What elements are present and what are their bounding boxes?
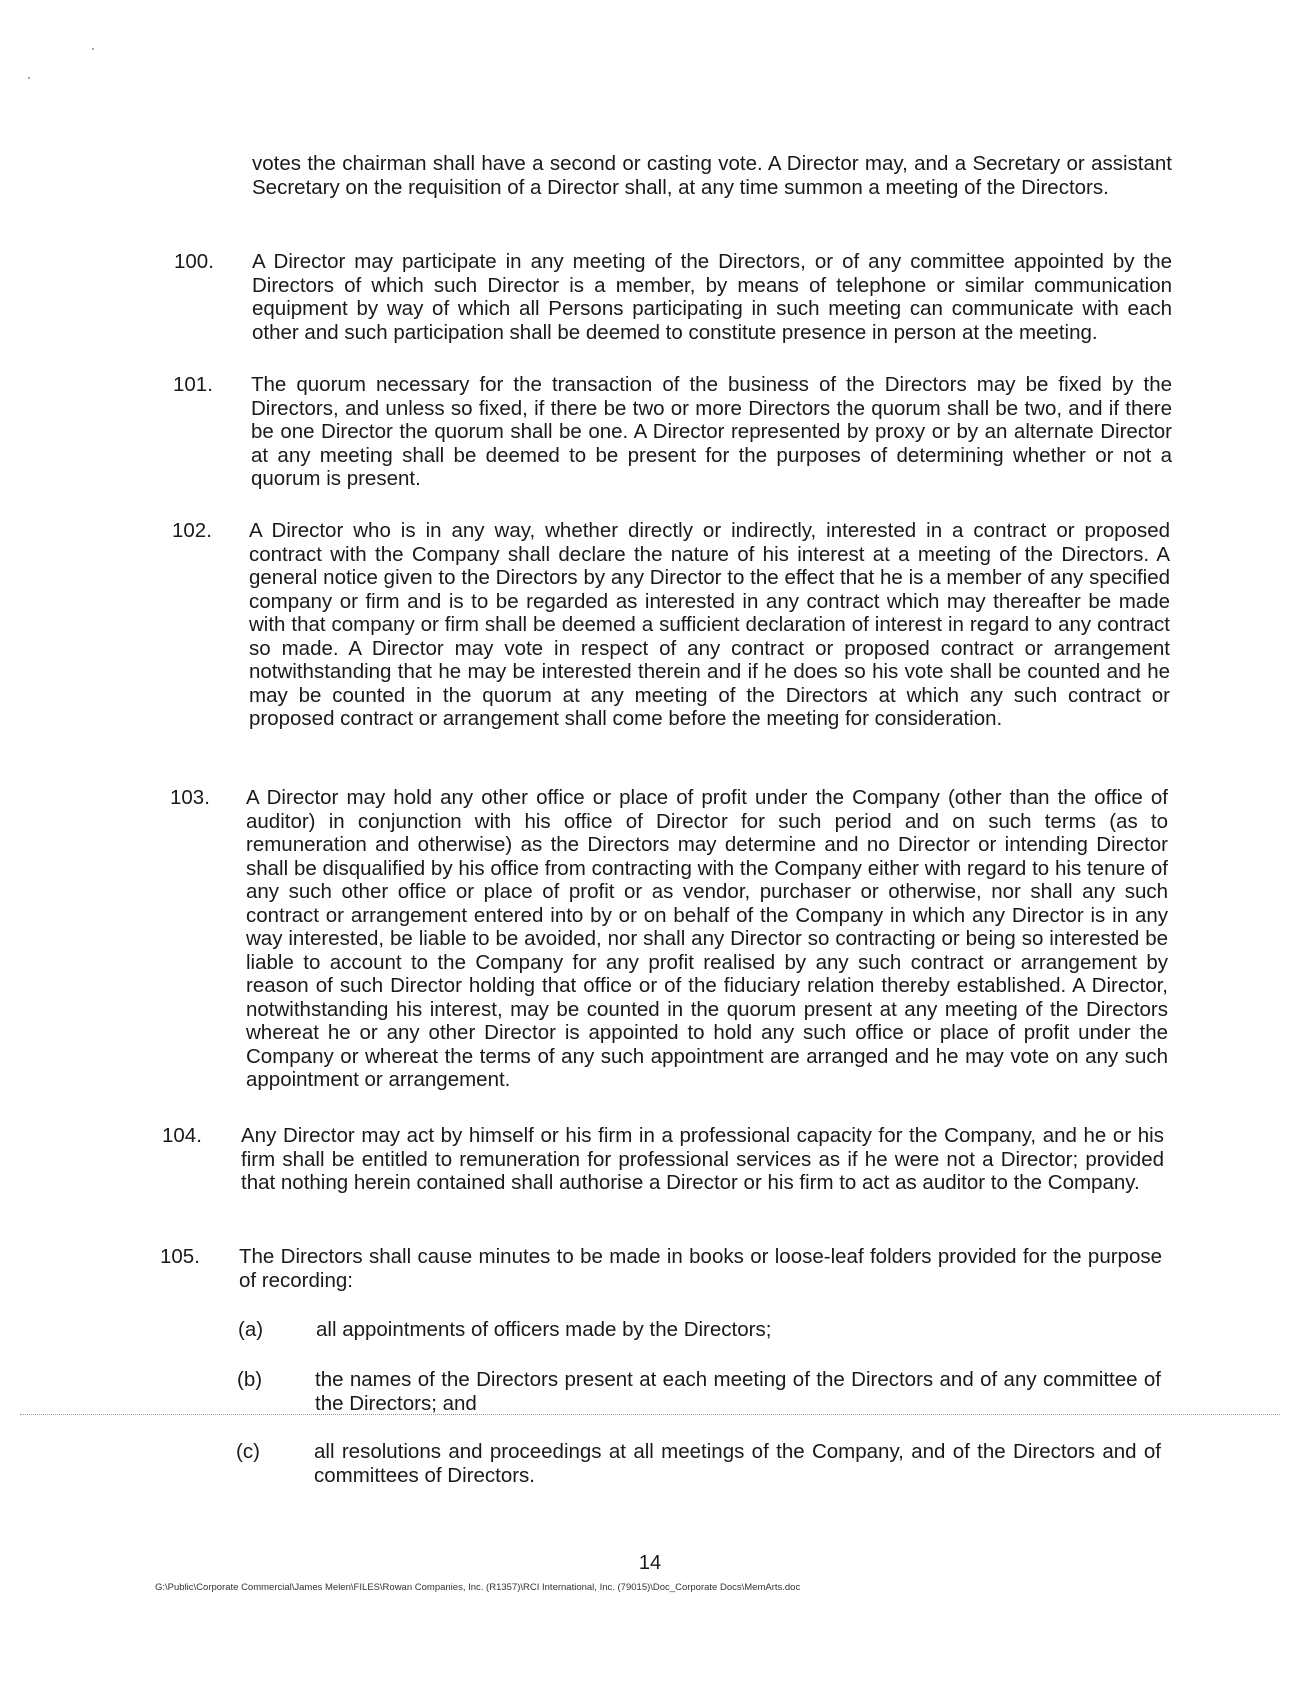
clause-text: The quorum necessary for the transaction of the business of the Directors may be fixed by the Directors, and unless so fixed, if there be two or more Directors the quorum shall be two, and if there be one Director the quorum shall be one. A Director represented by proxy or by an alternate Director at any meeting shall be deemed to be present for the purposes of determining whether or not a quorum is present.: [251, 373, 1172, 490]
clause-text: The Directors shall cause minutes to be made in books or loose-leaf folders provided for the purpose of recording:: [239, 1245, 1162, 1292]
clause-text: Any Director may act by himself or his firm in a professional capacity for the Company, and he or his firm shall be entitled to remuneration for professional services as if he were not a Director; provided that nothing herein contained shall authorise a Director or his firm to act as auditor to the Company.: [241, 1124, 1164, 1194]
scan-speck: [28, 77, 30, 79]
subitem-text: all appointments of officers made by the Directors;: [316, 1318, 772, 1341]
clause-number: 101.: [173, 373, 213, 396]
subitem-text: the names of the Directors present at each meeting of the Directors and of any committee of the Directors; and: [315, 1368, 1161, 1415]
subitem-label: (a): [238, 1318, 264, 1341]
page-number: 14: [638, 1552, 662, 1574]
clause-text: A Director who is in any way, whether directly or indirectly, interested in a contract or proposed contract with the Company shall declare the nature of his interest at a meeting of the Directors. A general notice given to the Directors by any Director to the effect that he is a member of any specified company or firm and is to be regarded as interested in any contract which may thereafter be made with that company or firm shall be deemed a sufficient declaration of interest in regard to any contract so made. A Director may vote in respect of any contract or proposed contract or arrangement notwithstanding that he may be interested therein and if he does so his vote shall be counted and he may be counted in the quorum at any meeting of the Directors at which any such contract or proposed contract or arrangement shall come before the meeting for consideration.: [249, 519, 1170, 730]
clause-text: A Director may hold any other office or place of profit under the Company (other than the office of auditor) in conjunction with his office of Director for such period and on such terms (as to remuneration and otherwise) as the Directors may determine and no Director or intending Director shall be disqualified by his office from contracting with the Company either with regard to his tenure of any such other office or place of profit or as vendor, purchaser or otherwise, nor shall any such contract or arrangement entered into by or on behalf of the Company in which any Director is in any way interested, be liable to be avoided, nor shall any Director so contracting or being so interested be liable to account to the Company for any profit realised by any such contract or arrangement by reason of such Director holding that office or of the fiduciary relation thereby established. A Director, notwithstanding his interest, may be counted in the quorum present at any meeting of the Directors whereat he or any other Director is appointed to hold any such office or place of profit under the Company or whereat the terms of any such appointment are arranged and he may vote on any such appointment or arrangement.: [246, 786, 1168, 1091]
subitem-text: all resolutions and proceedings at all meetings of the Company, and of the Directors and of committees of Directors.: [314, 1440, 1161, 1487]
clause-number: 103.: [170, 786, 210, 809]
clause-number: 104.: [162, 1124, 202, 1147]
subitem-label: (b): [237, 1368, 263, 1391]
clause-number: 102.: [172, 519, 212, 542]
intro-paragraph: votes the chairman shall have a second or casting vote. A Director may, and a Secretary or assistant Secretary on the requisition of a Director shall, at any time summon a meeting of the Directors.: [252, 152, 1172, 199]
scan-artifact-line: [20, 1414, 1280, 1415]
clause-number: 105.: [160, 1245, 200, 1268]
scan-speck: [92, 48, 94, 50]
clause-text: A Director may participate in any meeting of the Directors, or of any committee appointed by the Directors of which such Director is a member, by means of telephone or similar communication equipment by way of which all Persons participating in such meeting can communicate with each other and such participation shall be deemed to constitute presence in person at the meeting.: [252, 250, 1172, 344]
footer-file-path: G:\Public\Corporate Commercial\James Melen\FILES\Rowan Companies, Inc. (R1357)\RCI International, Inc. (79015)\Doc_Corporate Docs\MemArts.doc: [155, 1582, 801, 1593]
subitem-label: (c): [236, 1440, 260, 1463]
clause-number: 100.: [174, 250, 214, 273]
